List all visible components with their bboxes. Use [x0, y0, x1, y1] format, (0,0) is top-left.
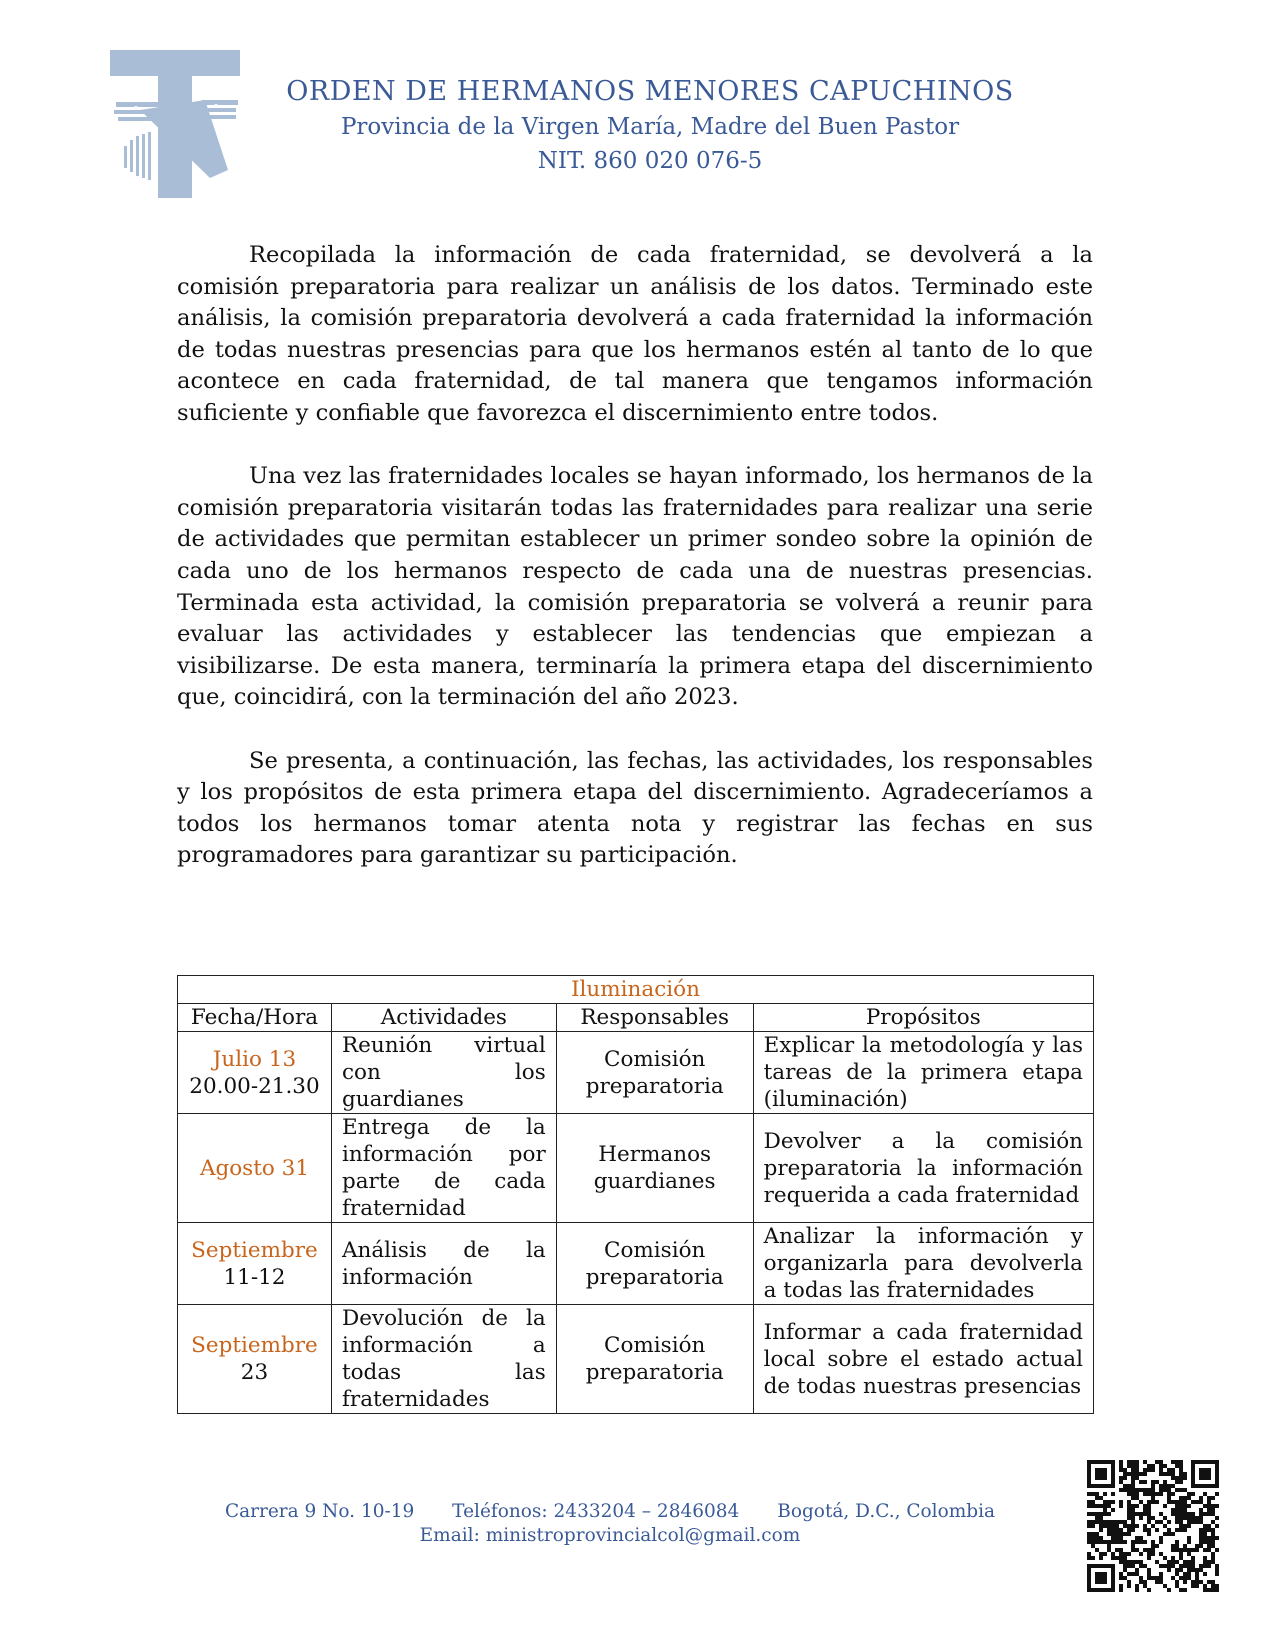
letter-body — [177, 240, 1093, 903]
date: Septiembre — [191, 1237, 318, 1263]
date-cell — [178, 1032, 332, 1114]
date-cell — [178, 1223, 332, 1305]
footer — [180, 1500, 1040, 1548]
time: 20.00-21.30 — [189, 1073, 320, 1099]
table-caption: Iluminación — [178, 976, 1094, 1004]
purpose-cell: Explicar la metodología y las tareas de la primera etapa (iluminación) — [753, 1032, 1093, 1114]
date: Agosto 31 — [199, 1155, 309, 1181]
activity-cell: Análisis de la información — [331, 1223, 556, 1305]
footer-phones: Teléfonos: 2433204 – 2846084 — [452, 1501, 740, 1522]
org-name: ORDEN DE HERMANOS MENORES CAPUCHINOS — [286, 76, 1014, 107]
date: Septiembre — [191, 1333, 318, 1358]
activity-cell: Reunión virtual con los guardianes — [331, 1032, 556, 1114]
table-row — [178, 1032, 1094, 1114]
purpose-cell: Analizar la información y organizarla para devolverla a todas las fraternidades — [753, 1223, 1093, 1305]
table-row — [178, 1305, 1094, 1414]
franciscan-tau-logo-icon — [110, 50, 250, 210]
paragraph: Se presenta, a continuación, las fechas, las actividades, los responsables y los propósitos de esta primera etapa del discernimiento. Agradeceríamos a todos los hermanos tomar atenta nota y registrar las fechas en sus programadores para garantizar su participación. — [177, 747, 1093, 869]
table-header-row — [178, 1004, 1094, 1032]
footer-address: Carrera 9 No. 10-19 — [224, 1501, 415, 1522]
date: Julio 13 — [212, 1046, 297, 1072]
header-cell: Responsables — [556, 1004, 753, 1032]
footer-city: Bogotá, D.C., Colombia — [777, 1501, 996, 1522]
schedule-table — [177, 975, 1094, 1414]
header-cell: Fecha/Hora — [178, 1004, 332, 1032]
header-cell: Actividades — [331, 1004, 556, 1032]
province-name: Provincia de la Virgen María, Madre del Buen Pastor — [340, 114, 960, 140]
time: 11-12 — [223, 1264, 286, 1290]
responsible-cell: Hermanos guardianes — [556, 1114, 753, 1223]
paragraph: Una vez las fraternidades locales se hayan informado, los hermanos de la comisión preparatoria visitarán todas las fraternidades para realizar una serie de actividades que permitan establecer un primer sondeo sobre la opinión de cada uno de los hermanos respecto de cada una de nuestras presencias. Terminada esta actividad, la comisión preparatoria se volverá a reunir para evaluar las actividades y establecer las tendencias que empiezan a visibilizarse. De esta manera, terminaría la primera etapa del discernimiento que, coincidirá, con la terminación del año 2023. — [177, 463, 1093, 711]
nit-number: NIT. 860 020 076-5 — [537, 148, 763, 174]
activity-cell: Entrega de la información por parte de cada fraternidad — [331, 1114, 556, 1223]
header-cell: Propósitos — [753, 1004, 1093, 1032]
purpose-cell: Devolver a la comisión preparatoria la información requerida a cada fraternidad — [753, 1114, 1093, 1223]
paragraph: Recopilada la información de cada fraternidad, se devolverá a la comisión preparatoria para realizar un análisis de los datos. Terminado este análisis, la comisión preparatoria devolverá a cada fraternidad la información de todas nuestras presencias para que los hermanos estén al tanto de lo que acontece en cada fraternidad, de tal manera que tengamos información suficiente y confiable que favorezca el discernimiento entre todos. — [177, 242, 1093, 426]
responsible-cell: Comisión preparatoria — [556, 1305, 753, 1414]
date-cell — [178, 1305, 332, 1414]
letterhead — [240, 74, 1060, 178]
qr-code-icon — [1087, 1460, 1219, 1592]
time: 23 — [240, 1360, 269, 1385]
activity-cell: Devolución de la información a todas las fraternidades — [331, 1305, 556, 1414]
table-row — [178, 1223, 1094, 1305]
table-row — [178, 1114, 1094, 1223]
responsible-cell: Comisión preparatoria — [556, 1223, 753, 1305]
purpose-cell: Informar a cada fraternidad local sobre el estado actual de todas nuestras presencias — [753, 1305, 1093, 1414]
date-cell — [178, 1114, 332, 1223]
footer-email: Email: ministroprovincialcol@gmail.com — [419, 1525, 801, 1546]
responsible-cell: Comisión preparatoria — [556, 1032, 753, 1114]
